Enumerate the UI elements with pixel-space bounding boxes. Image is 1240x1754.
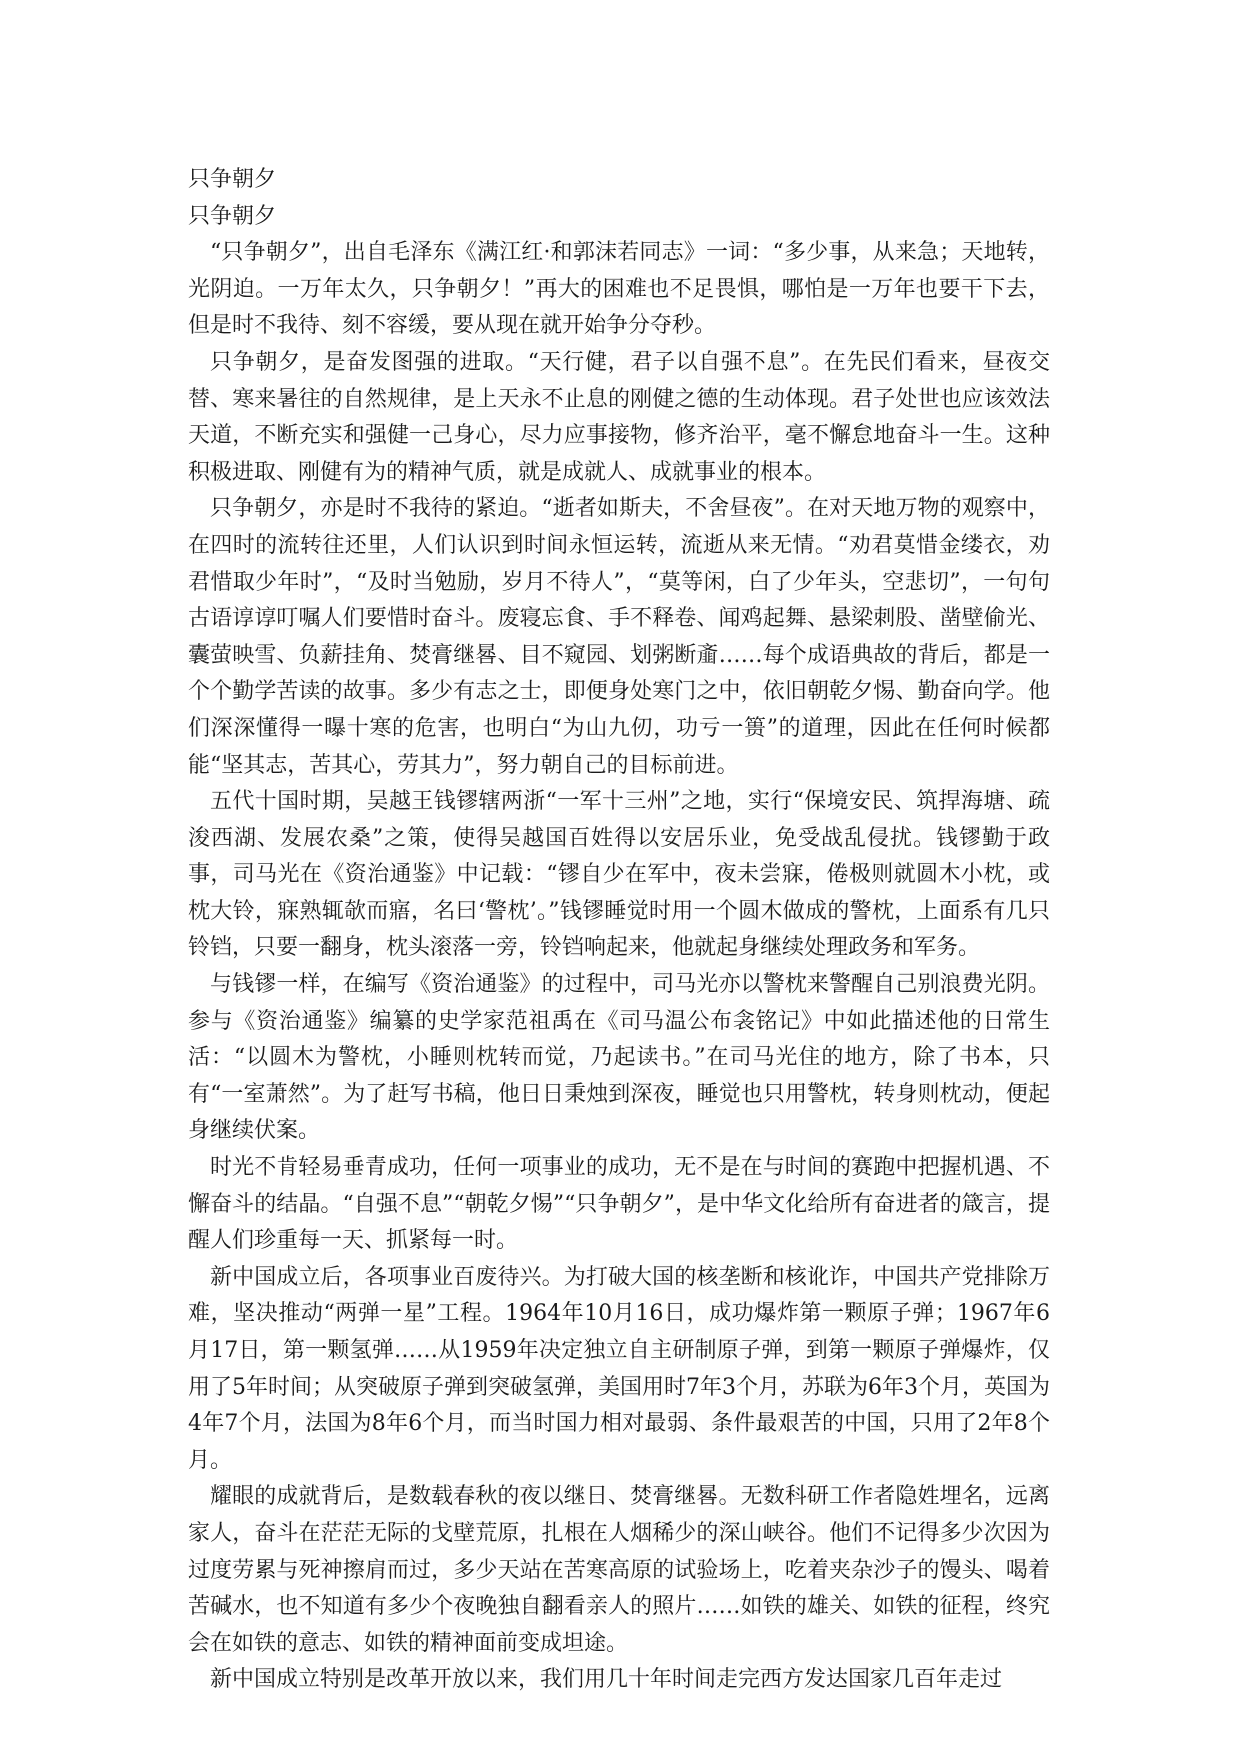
- paragraph-2: 只争朝夕，是奋发图强的进取。“天行健，君子以自强不息”。在先民们看来，昼夜交替、寒来暑往的自然规律，是上天永不止息的刚健之德的生动体现。君子处世也应该效法天道，不断充实和强健一己身心，尽力应事接物，修齐治平，毫不懈怠地奋斗一生。这种积极进取、刚健有为的精神气质，就是成就人、成就事业的根本。: [188, 349, 1050, 485]
- paragraph-3: 只争朝夕，亦是时不我待的紧迫。“逝者如斯夫，不舍昼夜”。在对天地万物的观察中，在四时的流转往还里，人们认识到时间永恒运转，流逝从来无情。“劝君莫惜金缕衣，劝君惜取少年时”，“及时当勉励，岁月不待人”，“莫等闲，白了少年头，空悲切”，一句句古语谆谆叮嘱人们要惜时奋斗。废寝忘食、手不释卷、闻鸡起舞、悬梁刺股、凿壁偷光、囊萤映雪、负薪挂角、焚膏继晷、目不窥园、划粥断齑……每个成语典故的背后，都是一个个勤学苦读的故事。多少有志之士，即便身处寒门之中，依旧朝乾夕惕、勤奋向学。他们深深懂得一曝十寒的危害，也明白“为山九仞，功亏一篑”的道理，因此在任何时候都能“坚其志，苦其心，劳其力”，努力朝自己的目标前进。: [188, 496, 1050, 778]
- document-subtitle: 只争朝夕: [188, 203, 277, 229]
- paragraph-5: 与钱镠一样，在编写《资治通鉴》的过程中，司马光亦以警枕来警醒自己别浪费光阴。参与《资治通鉴》编纂的史学家范祖禹在《司马温公布衾铭记》中如此描述他的日常生活：“以圆木为警枕，小睡则枕转而觉，乃起读书。”在司马光住的地方，除了书本，只有“一室萧然”。为了赶写书稿，他日日秉烛到深夜，睡觉也只用警枕，转身则枕动，便起身继续伏案。: [188, 972, 1050, 1144]
- document-body: [188, 162, 1050, 1699]
- paragraph-9: 新中国成立特别是改革开放以来，我们用几十年时间走完西方发达国家几百年走过: [210, 1667, 1003, 1693]
- paragraph-4: 五代十国时期，吴越王钱镠辖两浙“一军十三州”之地，实行“保境安民、筑捍海塘、疏浚西湖、发展农桑”之策，使得吴越国百姓得以安居乐业，免受战乱侵扰。钱镠勤于政事，司马光在《资治通鉴》中记载：“镠自少在军中，夜未尝寐，倦极则就圆木小枕，或枕大铃，寐熟辄欹而寤，名曰‘警枕’。”钱镠睡觉时用一个圆木做成的警枕，上面系有几只铃铛，只要一翻身，枕头滚落一旁，铃铛响起来，他就起身继续处理政务和军务。: [188, 789, 1050, 961]
- paragraph-6: 时光不肯轻易垂青成功，任何一项事业的成功，无不是在与时间的赛跑中把握机遇、不懈奋斗的结晶。“自强不息”“朝乾夕惕”“只争朝夕”，是中华文化给所有奋进者的箴言，提醒人们珍重每一天、抓紧每一时。: [188, 1155, 1050, 1254]
- paragraph-1: “只争朝夕”，出自毛泽东《满江红·和郭沫若同志》一词：“多少事，从来急；天地转，光阴迫。一万年太久，只争朝夕！”再大的困难也不足畏惧，哪怕是一万年也要干下去，但是时不我待、刻不容缓，要从现在就开始争分夺秒。: [188, 240, 1050, 339]
- document-title: 只争朝夕: [188, 167, 277, 192]
- paragraph-8: 耀眼的成就背后，是数载春秋的夜以继日、焚膏继晷。无数科研工作者隐姓埋名，远离家人，奋斗在茫茫无际的戈壁荒原，扎根在人烟稀少的深山峡谷。他们不记得多少次因为过度劳累与死神擦肩而过，多少天站在苦寒高原的试验场上，吃着夹杂沙子的馒头、喝着苦碱水，也不知道有多少个夜晚独自翻看亲人的照片……如铁的雄关、如铁的征程，终究会在如铁的意志、如铁的精神面前变成坦途。: [188, 1484, 1050, 1656]
- paragraph-7: 新中国成立后，各项事业百废待兴。为打破大国的核垄断和核讹诈，中国共产党排除万难，坚决推动“两弹一星”工程。1964年10月16日，成功爆炸第一颗原子弹；1967年6月17日，第一颗氢弹……从1959年决定独立自主研制原子弹，到第一颗原子弹爆炸，仅用了5年时间；从突破原子弹到突破氢弹，美国用时7年3个月，苏联为6年3个月，英国为4年7个月，法国为8年6个月，而当时国力相对最弱、条件最艰苦的中国，只用了2年8个月。: [188, 1264, 1050, 1473]
